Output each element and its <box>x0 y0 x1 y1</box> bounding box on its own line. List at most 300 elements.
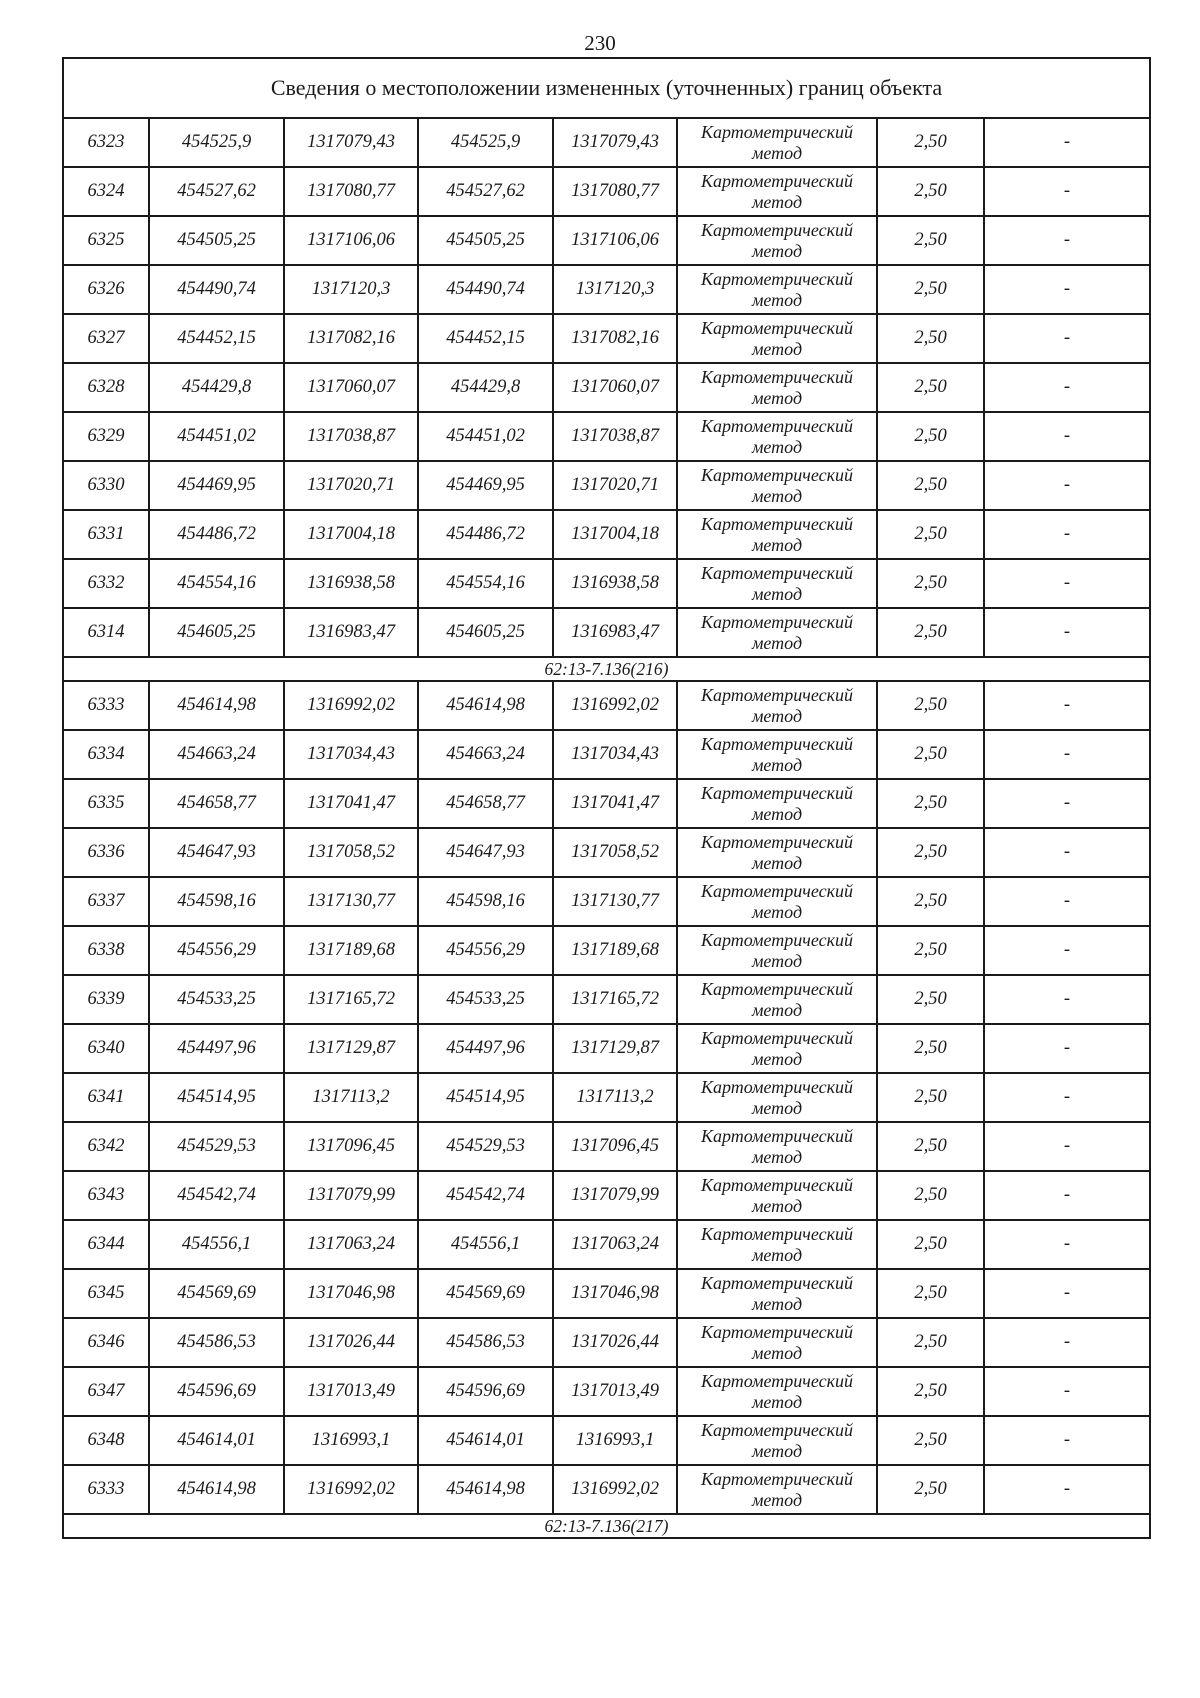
y-old-cell: 1317129,87 <box>284 1024 418 1073</box>
x-old-cell: 454596,69 <box>149 1367 284 1416</box>
y-old-cell: 1317079,99 <box>284 1171 418 1220</box>
x-old-cell: 454556,29 <box>149 926 284 975</box>
table-row <box>63 975 1150 1024</box>
point-number-cell: 6340 <box>63 1024 149 1073</box>
x-new-cell: 454614,98 <box>418 1465 553 1514</box>
method-line-2: метод <box>751 901 803 922</box>
y-old-cell: 1316993,1 <box>284 1416 418 1465</box>
method-line-1: Картометрический <box>700 317 853 338</box>
y-old-cell: 1317034,43 <box>284 730 418 779</box>
y-new-cell: 1317129,87 <box>553 1024 677 1073</box>
y-new-cell: 1317120,3 <box>553 265 677 314</box>
method-cell <box>677 926 877 975</box>
point-number-cell: 6324 <box>63 167 149 216</box>
y-new-cell: 1317113,2 <box>553 1073 677 1122</box>
point-number-cell: 6337 <box>63 877 149 926</box>
method-cell <box>677 216 877 265</box>
description-cell: - <box>984 1416 1150 1465</box>
x-old-cell: 454529,53 <box>149 1122 284 1171</box>
point-number-cell: 6327 <box>63 314 149 363</box>
method-line-1: Картометрический <box>700 121 853 142</box>
point-number-cell: 6329 <box>63 412 149 461</box>
y-new-cell: 1317080,77 <box>553 167 677 216</box>
accuracy-cell: 2,50 <box>877 1465 984 1514</box>
y-new-cell: 1317041,47 <box>553 779 677 828</box>
y-old-cell: 1317130,77 <box>284 877 418 926</box>
accuracy-cell: 2,50 <box>877 1269 984 1318</box>
method-cell <box>677 1416 877 1465</box>
description-cell: - <box>984 926 1150 975</box>
y-new-cell: 1317079,43 <box>553 118 677 167</box>
y-new-cell: 1316983,47 <box>553 608 677 657</box>
method-cell <box>677 779 877 828</box>
x-old-cell: 454514,95 <box>149 1073 284 1122</box>
method-cell <box>677 1024 877 1073</box>
table-row <box>63 1024 1150 1073</box>
accuracy-cell: 2,50 <box>877 608 984 657</box>
y-new-cell: 1317096,45 <box>553 1122 677 1171</box>
method-line-1: Картометрический <box>700 684 853 705</box>
method-line-2: метод <box>751 534 803 555</box>
description-cell: - <box>984 1073 1150 1122</box>
x-old-cell: 454451,02 <box>149 412 284 461</box>
description-cell: - <box>984 314 1150 363</box>
y-new-cell: 1316938,58 <box>553 559 677 608</box>
method-cell <box>677 877 877 926</box>
x-new-cell: 454525,9 <box>418 118 553 167</box>
y-new-cell: 1317013,49 <box>553 1367 677 1416</box>
method-line-2: метод <box>751 436 803 457</box>
method-line-1: Картометрический <box>700 1174 853 1195</box>
y-old-cell: 1316983,47 <box>284 608 418 657</box>
point-number-cell: 6328 <box>63 363 149 412</box>
description-cell: - <box>984 1122 1150 1171</box>
x-new-cell: 454614,98 <box>418 681 553 730</box>
method-cell <box>677 1318 877 1367</box>
method-line-2: метод <box>751 999 803 1020</box>
method-line-1: Картометрический <box>700 1076 853 1097</box>
method-line-1: Картометрический <box>700 219 853 240</box>
table-row <box>63 1318 1150 1367</box>
method-cell <box>677 1073 877 1122</box>
method-line-2: метод <box>751 191 803 212</box>
accuracy-cell: 2,50 <box>877 1171 984 1220</box>
x-new-cell: 454490,74 <box>418 265 553 314</box>
x-new-cell: 454569,69 <box>418 1269 553 1318</box>
point-number-cell: 6326 <box>63 265 149 314</box>
description-cell: - <box>984 1171 1150 1220</box>
x-new-cell: 454556,29 <box>418 926 553 975</box>
method-line-2: метод <box>751 632 803 653</box>
x-new-cell: 454497,96 <box>418 1024 553 1073</box>
accuracy-cell: 2,50 <box>877 681 984 730</box>
group-label: 62:13-7.136(217) <box>63 1514 1150 1538</box>
y-old-cell: 1316992,02 <box>284 1465 418 1514</box>
point-number-cell: 6331 <box>63 510 149 559</box>
point-number-cell: 6323 <box>63 118 149 167</box>
method-cell <box>677 314 877 363</box>
table-row <box>63 559 1150 608</box>
table-row <box>63 461 1150 510</box>
y-old-cell: 1317165,72 <box>284 975 418 1024</box>
description-cell: - <box>984 461 1150 510</box>
x-old-cell: 454554,16 <box>149 559 284 608</box>
y-old-cell: 1317106,06 <box>284 216 418 265</box>
method-cell <box>677 608 877 657</box>
y-new-cell: 1317026,44 <box>553 1318 677 1367</box>
table-row <box>63 1416 1150 1465</box>
description-cell: - <box>984 1367 1150 1416</box>
x-old-cell: 454605,25 <box>149 608 284 657</box>
method-line-2: метод <box>751 240 803 261</box>
table-title: Сведения о местоположении измененных (уточненных) границ объекта <box>63 58 1150 118</box>
table-row <box>63 118 1150 167</box>
table-row <box>63 510 1150 559</box>
table-row <box>63 779 1150 828</box>
accuracy-cell: 2,50 <box>877 559 984 608</box>
group-label-row <box>63 657 1150 681</box>
x-old-cell: 454586,53 <box>149 1318 284 1367</box>
accuracy-cell: 2,50 <box>877 1073 984 1122</box>
table-row <box>63 1122 1150 1171</box>
method-cell <box>677 1220 877 1269</box>
method-line-1: Картометрический <box>700 1419 853 1440</box>
x-old-cell: 454505,25 <box>149 216 284 265</box>
description-cell: - <box>984 1465 1150 1514</box>
accuracy-cell: 2,50 <box>877 926 984 975</box>
x-new-cell: 454505,25 <box>418 216 553 265</box>
y-new-cell: 1317082,16 <box>553 314 677 363</box>
x-old-cell: 454647,93 <box>149 828 284 877</box>
method-line-1: Картометрический <box>700 415 853 436</box>
method-line-1: Картометрический <box>700 782 853 803</box>
y-new-cell: 1317063,24 <box>553 1220 677 1269</box>
y-new-cell: 1317165,72 <box>553 975 677 1024</box>
x-new-cell: 454647,93 <box>418 828 553 877</box>
y-old-cell: 1317026,44 <box>284 1318 418 1367</box>
accuracy-cell: 2,50 <box>877 216 984 265</box>
method-line-2: метод <box>751 1489 803 1510</box>
point-number-cell: 6333 <box>63 681 149 730</box>
accuracy-cell: 2,50 <box>877 730 984 779</box>
method-line-2: метод <box>751 1195 803 1216</box>
x-old-cell: 454497,96 <box>149 1024 284 1073</box>
x-old-cell: 454542,74 <box>149 1171 284 1220</box>
y-old-cell: 1317046,98 <box>284 1269 418 1318</box>
coordinates-table <box>62 57 1151 1539</box>
group-label: 62:13-7.136(216) <box>63 657 1150 681</box>
y-new-cell: 1316992,02 <box>553 681 677 730</box>
y-new-cell: 1317079,99 <box>553 1171 677 1220</box>
method-cell <box>677 363 877 412</box>
accuracy-cell: 2,50 <box>877 1220 984 1269</box>
point-number-cell: 6344 <box>63 1220 149 1269</box>
method-cell <box>677 118 877 167</box>
y-old-cell: 1317013,49 <box>284 1367 418 1416</box>
y-old-cell: 1317038,87 <box>284 412 418 461</box>
method-line-2: метод <box>751 338 803 359</box>
description-cell: - <box>984 1269 1150 1318</box>
accuracy-cell: 2,50 <box>877 265 984 314</box>
point-number-cell: 6330 <box>63 461 149 510</box>
point-number-cell: 6345 <box>63 1269 149 1318</box>
description-cell: - <box>984 363 1150 412</box>
method-line-1: Картометрический <box>700 733 853 754</box>
point-number-cell: 6341 <box>63 1073 149 1122</box>
point-number-cell: 6343 <box>63 1171 149 1220</box>
description-cell: - <box>984 730 1150 779</box>
method-line-2: метод <box>751 1048 803 1069</box>
method-cell <box>677 1269 877 1318</box>
coordinates-table-container <box>62 57 1149 1539</box>
x-old-cell: 454614,98 <box>149 1465 284 1514</box>
y-new-cell: 1317034,43 <box>553 730 677 779</box>
accuracy-cell: 2,50 <box>877 1122 984 1171</box>
x-old-cell: 454490,74 <box>149 265 284 314</box>
description-cell: - <box>984 1024 1150 1073</box>
x-new-cell: 454451,02 <box>418 412 553 461</box>
method-cell <box>677 412 877 461</box>
table-row <box>63 926 1150 975</box>
accuracy-cell: 2,50 <box>877 167 984 216</box>
description-cell: - <box>984 510 1150 559</box>
x-old-cell: 454452,15 <box>149 314 284 363</box>
method-line-1: Картометрический <box>700 1223 853 1244</box>
x-old-cell: 454658,77 <box>149 779 284 828</box>
x-old-cell: 454533,25 <box>149 975 284 1024</box>
table-row <box>63 1269 1150 1318</box>
point-number-cell: 6334 <box>63 730 149 779</box>
method-line-1: Картометрический <box>700 1468 853 1489</box>
table-row <box>63 681 1150 730</box>
method-line-2: метод <box>751 803 803 824</box>
method-cell <box>677 828 877 877</box>
point-number-cell: 6335 <box>63 779 149 828</box>
table-row <box>63 1367 1150 1416</box>
accuracy-cell: 2,50 <box>877 1416 984 1465</box>
y-old-cell: 1317063,24 <box>284 1220 418 1269</box>
point-number-cell: 6332 <box>63 559 149 608</box>
y-new-cell: 1317106,06 <box>553 216 677 265</box>
method-line-2: метод <box>751 1244 803 1265</box>
x-new-cell: 454527,62 <box>418 167 553 216</box>
table-row <box>63 314 1150 363</box>
method-line-1: Картометрический <box>700 1321 853 1342</box>
x-new-cell: 454514,95 <box>418 1073 553 1122</box>
x-new-cell: 454452,15 <box>418 314 553 363</box>
x-old-cell: 454614,98 <box>149 681 284 730</box>
point-number-cell: 6336 <box>63 828 149 877</box>
x-old-cell: 454429,8 <box>149 363 284 412</box>
x-new-cell: 454614,01 <box>418 1416 553 1465</box>
y-new-cell: 1317020,71 <box>553 461 677 510</box>
point-number-cell: 6325 <box>63 216 149 265</box>
y-new-cell: 1317130,77 <box>553 877 677 926</box>
y-new-cell: 1317060,07 <box>553 363 677 412</box>
description-cell: - <box>984 412 1150 461</box>
point-number-cell: 6333 <box>63 1465 149 1514</box>
method-line-2: метод <box>751 387 803 408</box>
method-line-1: Картометрический <box>700 170 853 191</box>
method-line-2: метод <box>751 1097 803 1118</box>
method-cell <box>677 559 877 608</box>
x-new-cell: 454533,25 <box>418 975 553 1024</box>
table-row <box>63 608 1150 657</box>
accuracy-cell: 2,50 <box>877 877 984 926</box>
method-line-1: Картометрический <box>700 831 853 852</box>
method-line-1: Картометрический <box>700 464 853 485</box>
y-old-cell: 1317120,3 <box>284 265 418 314</box>
accuracy-cell: 2,50 <box>877 1367 984 1416</box>
description-cell: - <box>984 877 1150 926</box>
accuracy-cell: 2,50 <box>877 118 984 167</box>
y-old-cell: 1317058,52 <box>284 828 418 877</box>
x-new-cell: 454596,69 <box>418 1367 553 1416</box>
description-cell: - <box>984 779 1150 828</box>
y-old-cell: 1317004,18 <box>284 510 418 559</box>
accuracy-cell: 2,50 <box>877 510 984 559</box>
x-old-cell: 454525,9 <box>149 118 284 167</box>
method-line-1: Картометрический <box>700 513 853 534</box>
table-row <box>63 1465 1150 1514</box>
method-line-1: Картометрический <box>700 880 853 901</box>
method-line-2: метод <box>751 142 803 163</box>
x-old-cell: 454614,01 <box>149 1416 284 1465</box>
point-number-cell: 6347 <box>63 1367 149 1416</box>
point-number-cell: 6346 <box>63 1318 149 1367</box>
method-line-2: метод <box>751 705 803 726</box>
method-line-2: метод <box>751 1293 803 1314</box>
x-new-cell: 454554,16 <box>418 559 553 608</box>
description-cell: - <box>984 559 1150 608</box>
x-new-cell: 454469,95 <box>418 461 553 510</box>
method-line-1: Картометрический <box>700 929 853 950</box>
y-old-cell: 1316992,02 <box>284 681 418 730</box>
point-number-cell: 6338 <box>63 926 149 975</box>
method-cell <box>677 1171 877 1220</box>
method-line-1: Картометрический <box>700 1125 853 1146</box>
method-cell <box>677 167 877 216</box>
table-row <box>63 1073 1150 1122</box>
y-new-cell: 1317189,68 <box>553 926 677 975</box>
method-line-2: метод <box>751 852 803 873</box>
method-cell <box>677 1122 877 1171</box>
method-line-1: Картометрический <box>700 1272 853 1293</box>
y-old-cell: 1317080,77 <box>284 167 418 216</box>
method-cell <box>677 265 877 314</box>
x-old-cell: 454598,16 <box>149 877 284 926</box>
table-row <box>63 265 1150 314</box>
method-line-2: метод <box>751 1391 803 1412</box>
y-old-cell: 1317113,2 <box>284 1073 418 1122</box>
x-old-cell: 454469,95 <box>149 461 284 510</box>
method-line-2: метод <box>751 754 803 775</box>
table-row <box>63 828 1150 877</box>
accuracy-cell: 2,50 <box>877 363 984 412</box>
x-new-cell: 454429,8 <box>418 363 553 412</box>
description-cell: - <box>984 216 1150 265</box>
y-old-cell: 1316938,58 <box>284 559 418 608</box>
y-old-cell: 1317082,16 <box>284 314 418 363</box>
method-cell <box>677 1367 877 1416</box>
accuracy-cell: 2,50 <box>877 975 984 1024</box>
y-old-cell: 1317020,71 <box>284 461 418 510</box>
y-new-cell: 1316993,1 <box>553 1416 677 1465</box>
x-new-cell: 454586,53 <box>418 1318 553 1367</box>
x-new-cell: 454556,1 <box>418 1220 553 1269</box>
x-old-cell: 454569,69 <box>149 1269 284 1318</box>
description-cell: - <box>984 828 1150 877</box>
table-row <box>63 412 1150 461</box>
method-line-1: Картометрический <box>700 366 853 387</box>
y-new-cell: 1317058,52 <box>553 828 677 877</box>
method-line-2: метод <box>751 950 803 971</box>
method-cell <box>677 461 877 510</box>
method-line-2: метод <box>751 1342 803 1363</box>
y-new-cell: 1317004,18 <box>553 510 677 559</box>
accuracy-cell: 2,50 <box>877 828 984 877</box>
method-line-2: метод <box>751 1146 803 1167</box>
method-line-1: Картометрический <box>700 1370 853 1391</box>
method-line-2: метод <box>751 583 803 604</box>
y-new-cell: 1316992,02 <box>553 1465 677 1514</box>
method-cell <box>677 1465 877 1514</box>
accuracy-cell: 2,50 <box>877 1318 984 1367</box>
x-new-cell: 454605,25 <box>418 608 553 657</box>
y-old-cell: 1317060,07 <box>284 363 418 412</box>
method-line-1: Картометрический <box>700 611 853 632</box>
method-line-2: метод <box>751 289 803 310</box>
method-cell <box>677 975 877 1024</box>
description-cell: - <box>984 681 1150 730</box>
method-cell <box>677 681 877 730</box>
accuracy-cell: 2,50 <box>877 779 984 828</box>
accuracy-cell: 2,50 <box>877 314 984 363</box>
description-cell: - <box>984 975 1150 1024</box>
description-cell: - <box>984 1220 1150 1269</box>
point-number-cell: 6314 <box>63 608 149 657</box>
method-cell <box>677 510 877 559</box>
description-cell: - <box>984 608 1150 657</box>
group-label-row <box>63 1514 1150 1538</box>
y-old-cell: 1317189,68 <box>284 926 418 975</box>
y-old-cell: 1317079,43 <box>284 118 418 167</box>
table-row <box>63 1171 1150 1220</box>
accuracy-cell: 2,50 <box>877 1024 984 1073</box>
description-cell: - <box>984 118 1150 167</box>
method-line-2: метод <box>751 485 803 506</box>
table-title-row <box>63 58 1150 118</box>
x-old-cell: 454663,24 <box>149 730 284 779</box>
accuracy-cell: 2,50 <box>877 412 984 461</box>
table-row <box>63 877 1150 926</box>
description-cell: - <box>984 167 1150 216</box>
point-number-cell: 6342 <box>63 1122 149 1171</box>
page-number: 230 <box>584 31 616 55</box>
method-cell <box>677 730 877 779</box>
method-line-1: Картометрический <box>700 978 853 999</box>
method-line-1: Картометрический <box>700 562 853 583</box>
description-cell: - <box>984 265 1150 314</box>
point-number-cell: 6339 <box>63 975 149 1024</box>
table-row <box>63 216 1150 265</box>
x-new-cell: 454542,74 <box>418 1171 553 1220</box>
table-row <box>63 363 1150 412</box>
point-number-cell: 6348 <box>63 1416 149 1465</box>
accuracy-cell: 2,50 <box>877 461 984 510</box>
x-new-cell: 454658,77 <box>418 779 553 828</box>
y-new-cell: 1317038,87 <box>553 412 677 461</box>
